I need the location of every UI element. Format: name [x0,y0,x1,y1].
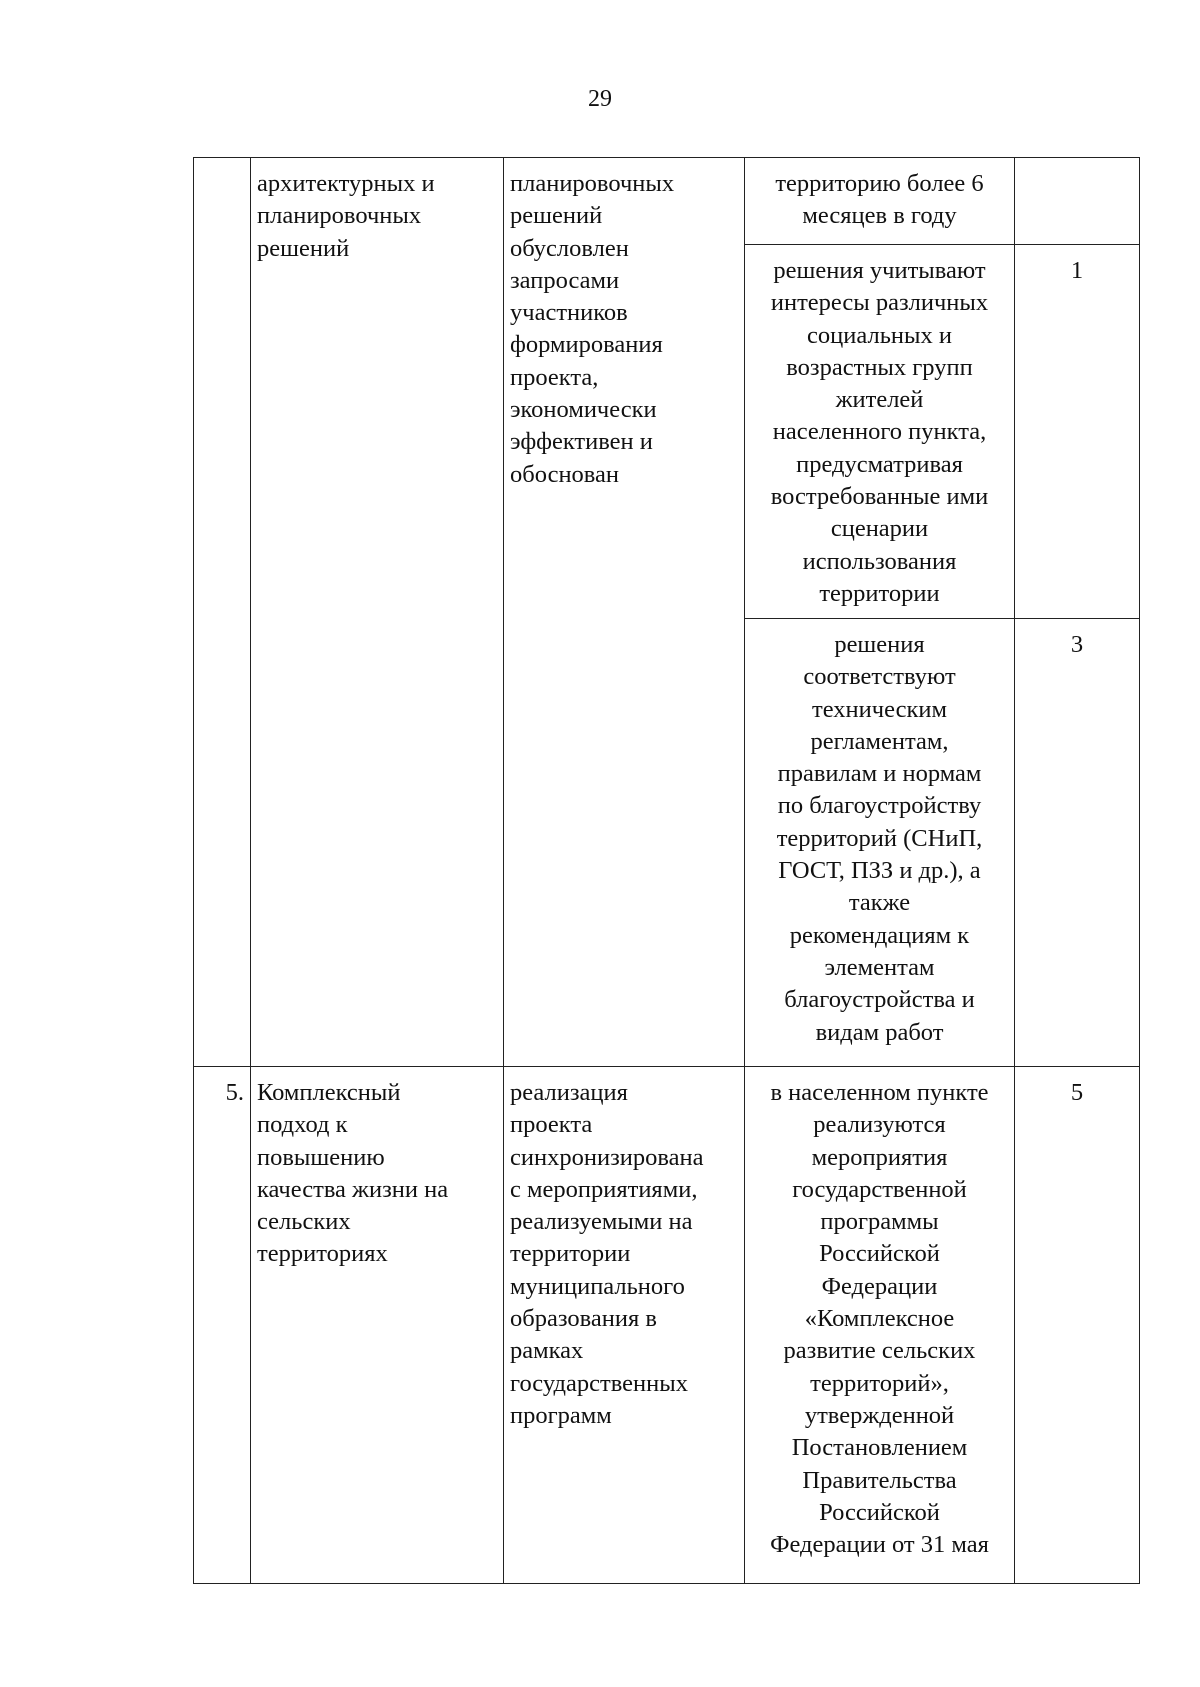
indicator-cell: решения учитывают интересы различных социальных и возрастных групп жителей населенного пункта, предусматривая востребованные ими сценарии использования территории [745,245,1015,619]
indicator-cell: территорию более 6 месяцев в году [745,158,1015,245]
criteria-table [193,157,1140,1584]
table-row [194,158,1140,245]
score-cell: 1 [1015,245,1140,619]
score-cell [1015,158,1140,245]
score-cell: 5 [1015,1067,1140,1584]
row-number-cell: 5. [194,1067,251,1584]
description-cell: планировочных решений обусловлен запросами участников формирования проекта, экономически эффективен и обоснован [504,158,745,1067]
row-number-cell [194,158,251,1067]
description-cell: реализация проекта синхронизирована с мероприятиями, реализуемыми на территории муниципального образования в рамках государственных программ [504,1067,745,1584]
page-number: 29 [588,86,612,112]
indicator-cell: в населенном пункте реализуются мероприятия государственной программы Российской Федерации «Комплексное развитие сельских территорий», утвержденной Постановлением Правительства Российской Федерации от 31 мая [745,1067,1015,1584]
criterion-cell: Комплексный подход к повышению качества жизни на сельских территориях [251,1067,504,1584]
score-cell: 3 [1015,619,1140,1067]
criterion-cell: архитектурных и планировочных решений [251,158,504,1067]
indicator-cell: решения соответствуют техническим регламентам, правилам и нормам по благоустройству территорий (СНиП, ГОСТ, ПЗЗ и др.), а также рекомендациям к элементам благоустройства и видам работ [745,619,1015,1067]
table-row [194,1067,1140,1584]
